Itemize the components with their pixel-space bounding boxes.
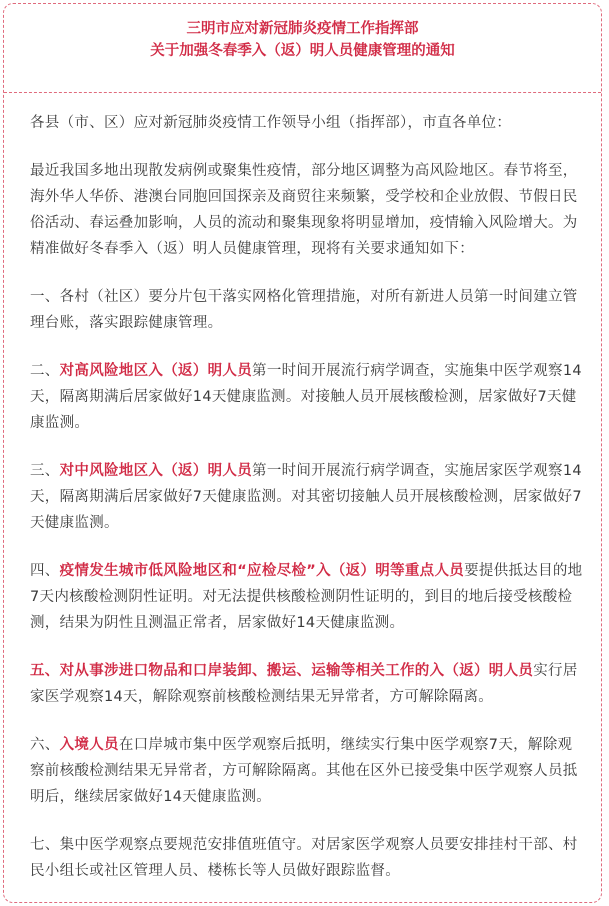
item-3-text: 第一时间开展流行病学调查，实施居家医学观察14天，隔离期满后居家做好7天健康监测。对其密切接触人员开展核酸检测，居家做好7天健康监测。 [30,463,582,531]
item-1 [30,284,586,336]
header-divider [4,92,601,93]
item-4-text: 要提供抵达目的地7天内核酸检测阴性证明。对无法提供核酸检测阴性证明的，到目的地后接受核酸检测，结果为阴性且测温正常者，居家做好14天健康监测。 [30,563,583,631]
notice-title-subject: 关于加强冬春季入（返）明人员健康管理的通知 [150,43,455,59]
notice-header [4,4,601,90]
item-5 [30,658,586,710]
item-5-text: 实行居家医学观察14天，解除观察前核酸检测结果无异常者，方可解除隔离。 [30,663,578,705]
item-4-highlight: 疫情发生城市低风险地区和“应检尽检”入（返）明等重点人员 [59,563,465,579]
notice-body [30,110,586,906]
item-3 [30,458,586,536]
item-5-highlight: 对从事涉进口物品和口岸装卸、搬运、运输等相关工作的入（返）明人员 [59,663,534,679]
item-2-number: 二、 [30,363,60,379]
item-7-text: 七、集中医学观察点要规范安排值班值守。对居家医学观察人员要安排挂村干部、村民小组长或社区管理人员、楼栋长等人员做好跟踪监督。 [30,837,578,879]
item-6-highlight: 入境人员 [59,737,119,753]
item-3-number: 三、 [30,463,60,479]
item-2-highlight: 对高风险地区入（返）明人员 [59,363,253,379]
item-7 [30,832,586,884]
salutation: 各县（市、区）应对新冠肺炎疫情工作领导小组（指挥部），市直各单位： [30,115,512,131]
item-1-text: 一、各村（社区）要分片包干落实网格化管理措施，对所有新进人员第一时间建立管理台账，落实跟踪健康管理。 [30,289,578,331]
item-6-text: 在口岸城市集中医学观察后抵明，继续实行集中医学观察7天，解除观察前核酸检测结果无异常者，方可解除隔离。其他在区外已接受集中医学观察人员抵明后，继续居家做好14天健康监测。 [30,737,578,805]
item-6-number: 六、 [30,737,60,753]
intro-paragraph: 最近我国多地出现散发病例或聚集性疫情，部分地区调整为高风险地区。春节将至，海外华人华侨、港澳台同胞回国探亲及商贸往来频繁，受学校和企业放假、节假日民俗活动、春运叠加影响，人员的流动和聚集现象将明显增加，疫情输入风险增大。为精准做好冬春季入（返）明人员健康管理，现将有关要求通知如下： [30,163,578,257]
item-3-highlight: 对中风险地区入（返）明人员 [59,463,253,479]
item-4 [30,558,586,636]
item-2-text: 第一时间开展流行病学调查，实施集中医学观察14天，隔离期满后居家做好14天健康监测。对接触人员开展核酸检测，居家做好7天健康监测。 [30,363,582,431]
item-4-number: 四、 [30,563,60,579]
item-5-number: 五、 [30,663,60,679]
item-6 [30,732,586,810]
notice-title-issuer: 三明市应对新冠肺炎疫情工作指挥部 [186,21,419,37]
item-2 [30,358,586,436]
